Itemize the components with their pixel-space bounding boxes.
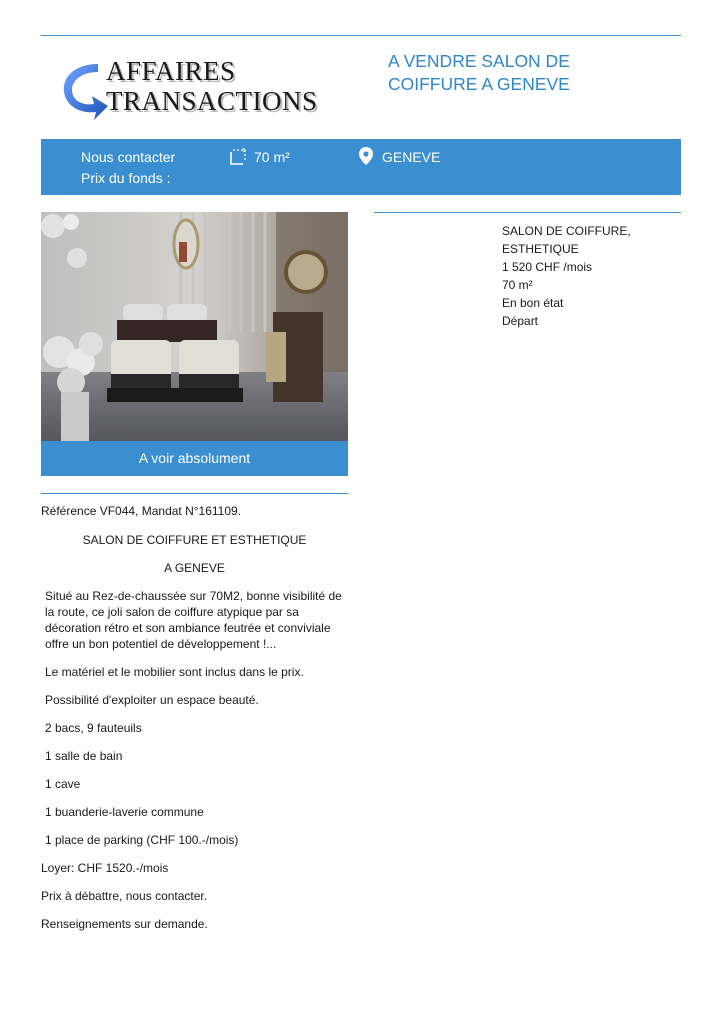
- beauty-text: Possibilité d'exploiter un espace beauté.: [45, 693, 259, 707]
- spec-value: ESTHETIQUE: [502, 242, 579, 256]
- photo-caption: A voir absolument: [41, 441, 348, 476]
- rent-text: Loyer: CHF 1520.-/mois: [41, 861, 169, 875]
- spec-value: SALON DE COIFFURE,: [502, 224, 631, 238]
- salon-photo: [41, 212, 348, 441]
- top-divider: [41, 35, 681, 36]
- intro-line-1: Situé au Rez-de-chaussée sur 70M2, bonne visibilité de: [45, 589, 342, 603]
- map-pin-icon: [359, 147, 373, 165]
- logo-text-affaires: AFFAIRES: [106, 56, 236, 86]
- title-line-2: COIFFURE A GENEVE: [388, 74, 570, 94]
- spec-value: 70 m²: [502, 278, 533, 292]
- reference-text: Référence VF044, Mandat N°161109.: [41, 504, 242, 518]
- logo-text-transactions: TRANSACTIONS: [106, 86, 318, 116]
- laundry-text: 1 buanderie-laverie commune: [45, 805, 204, 819]
- bathroom-text: 1 salle de bain: [45, 749, 123, 763]
- intro-line-4: offre un bon potentiel de développement !...: [45, 637, 277, 651]
- area-icon: [229, 148, 247, 166]
- material-text: Le matériel et le mobilier sont inclus dans le prix.: [45, 665, 304, 679]
- intro-line-2: la route, ce joli salon de coiffure atypique par sa: [45, 605, 299, 619]
- title-line-1: A VENDRE SALON DE: [388, 51, 570, 71]
- spec-value: Départ: [502, 314, 539, 328]
- logo-arrow-icon: [58, 60, 110, 126]
- price-text: Prix à débattre, nous contacter.: [41, 889, 208, 903]
- parking-text: 1 place de parking (CHF 100.-/mois): [45, 833, 239, 847]
- listing-title: [388, 50, 688, 96]
- info-text: Renseignements sur demande.: [41, 917, 208, 931]
- intro-line-3: décoration rétro et son ambiance feutrée et conviviale: [45, 621, 331, 635]
- description-heading-1: SALON DE COIFFURE ET ESTHETIQUE: [82, 533, 307, 547]
- surface-value: 70 m²: [254, 149, 290, 165]
- description-heading-2: A GENEVE: [164, 561, 225, 575]
- cave-text: 1 cave: [45, 777, 81, 791]
- specs-divider: [374, 212, 681, 213]
- description-divider: [41, 493, 348, 494]
- price-label: Prix du fonds :: [81, 170, 171, 186]
- location-value: GENEVE: [382, 149, 441, 165]
- spec-value: En bon état: [502, 296, 564, 310]
- spec-value: 1 520 CHF /mois: [502, 260, 593, 274]
- bacs-text: 2 bacs, 9 fauteuils: [45, 721, 142, 735]
- company-logo: [58, 56, 338, 122]
- contact-link[interactable]: Nous contacter: [81, 149, 176, 165]
- info-band: [41, 139, 681, 195]
